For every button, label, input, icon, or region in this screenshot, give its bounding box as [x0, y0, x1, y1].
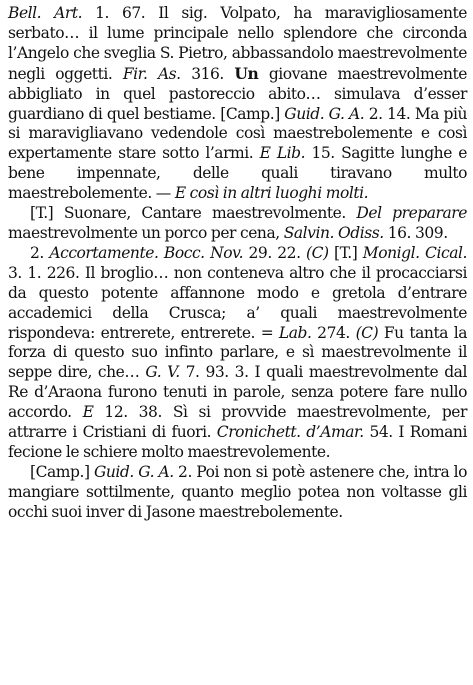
text-run: [Camp.] — [30, 462, 94, 481]
text-run: Monigl. Cical. — [362, 243, 467, 262]
text-run: Accortamente. Bocc. Nov. — [49, 243, 244, 262]
text-run: Salvin. Odiss. — [283, 223, 384, 242]
text-run: 7. 93. 3. I quali maestrevolmente dal Re d’Araona furono tenuti in parole, senza potere fare nullo accordo. — [8, 363, 467, 422]
entry-paragraph-1 — [8, 4, 467, 204]
text-run: 2. — [30, 243, 50, 262]
text-run: E — [82, 403, 94, 422]
text-run: G. V. — [145, 363, 180, 382]
text-run: Guid. G. A. — [284, 104, 365, 123]
text-run: 274. — [311, 323, 356, 342]
text-run: Lab. — [278, 323, 312, 342]
text-run: 3. 1. 226. Il broglio… non conteneva altro che il procacciarsi da questo potente affannone modo e gretola d’entrare accademici della Crusca; a’ quali maestrevolmente rispondeva: entrerete, entrerete. = — [8, 263, 467, 342]
text-run: Fir. As. — [122, 64, 181, 83]
text-run: 1. 67. Il sig. Volpato, ha maravigliosamente serbato… il lume principale nello splendore che circonda l’Angelo che sveglia S. Pietro, abbassandolo maestrevolmente negli oggetti. — [8, 4, 468, 83]
text-run: 2. Poi non si potè astenere che, intra lo mangiare sottilmente, quanto meglio potea non voltasse gli occhi suoi inver di Jasone maestrebolemente. — [8, 462, 467, 521]
text-run: Un — [234, 63, 259, 83]
text-run: Bell. Art. — [8, 4, 83, 22]
text-run: Guid. G. A. — [93, 462, 174, 481]
text-run: Cronichett. d’Amar. — [216, 423, 364, 442]
text-run: 12. 38. Sì si provvide maestrevolmente, per attrarre i Cristiani di fuori. — [8, 403, 467, 442]
text-run: [T.] — [328, 243, 363, 262]
text-run: E così in altri luoghi molti. — [174, 184, 369, 203]
text-run: (C) — [306, 243, 329, 262]
text-run: 15. Sagitte lunghe e bene impennate, delle quali tiravano multo maestrebolemente. — — [8, 144, 467, 203]
text-run: E Lib. — [259, 144, 306, 163]
text-run: 316. — [180, 64, 235, 83]
entry-paragraph-4 — [8, 463, 467, 523]
text-run: (C) — [355, 323, 379, 342]
entry-paragraph-3 — [8, 244, 467, 463]
text-run: [T.] Suonare, Cantare maestrevolmente. — [30, 204, 357, 223]
text-run: 54. I Romani fecione le schiere molto maestrevolemente. — [8, 423, 467, 461]
text-run: maestrevolmente un porco per cena, — [8, 223, 284, 242]
entry-paragraph-2 — [8, 204, 467, 244]
text-run: Del preparare — [356, 204, 467, 223]
text-run: 2. 14. Ma più si maravigliavano vedendole così maestrebolemente e così expertamente stare sotto l’armi. — [8, 104, 468, 163]
text-run: giovane maestrevolmente abbigliato in quel pastoreccio abito… simulava d’esser guardiano di quel bestiame. [Camp.] — [8, 64, 467, 123]
text-run: 16. 309. — [383, 223, 448, 242]
text-run: Fu tanta la forza di questo suo infinto parlare, e sì maestrevolmente il seppe dire, che… — [8, 323, 467, 382]
text-run: 29. 22. — [243, 243, 306, 262]
